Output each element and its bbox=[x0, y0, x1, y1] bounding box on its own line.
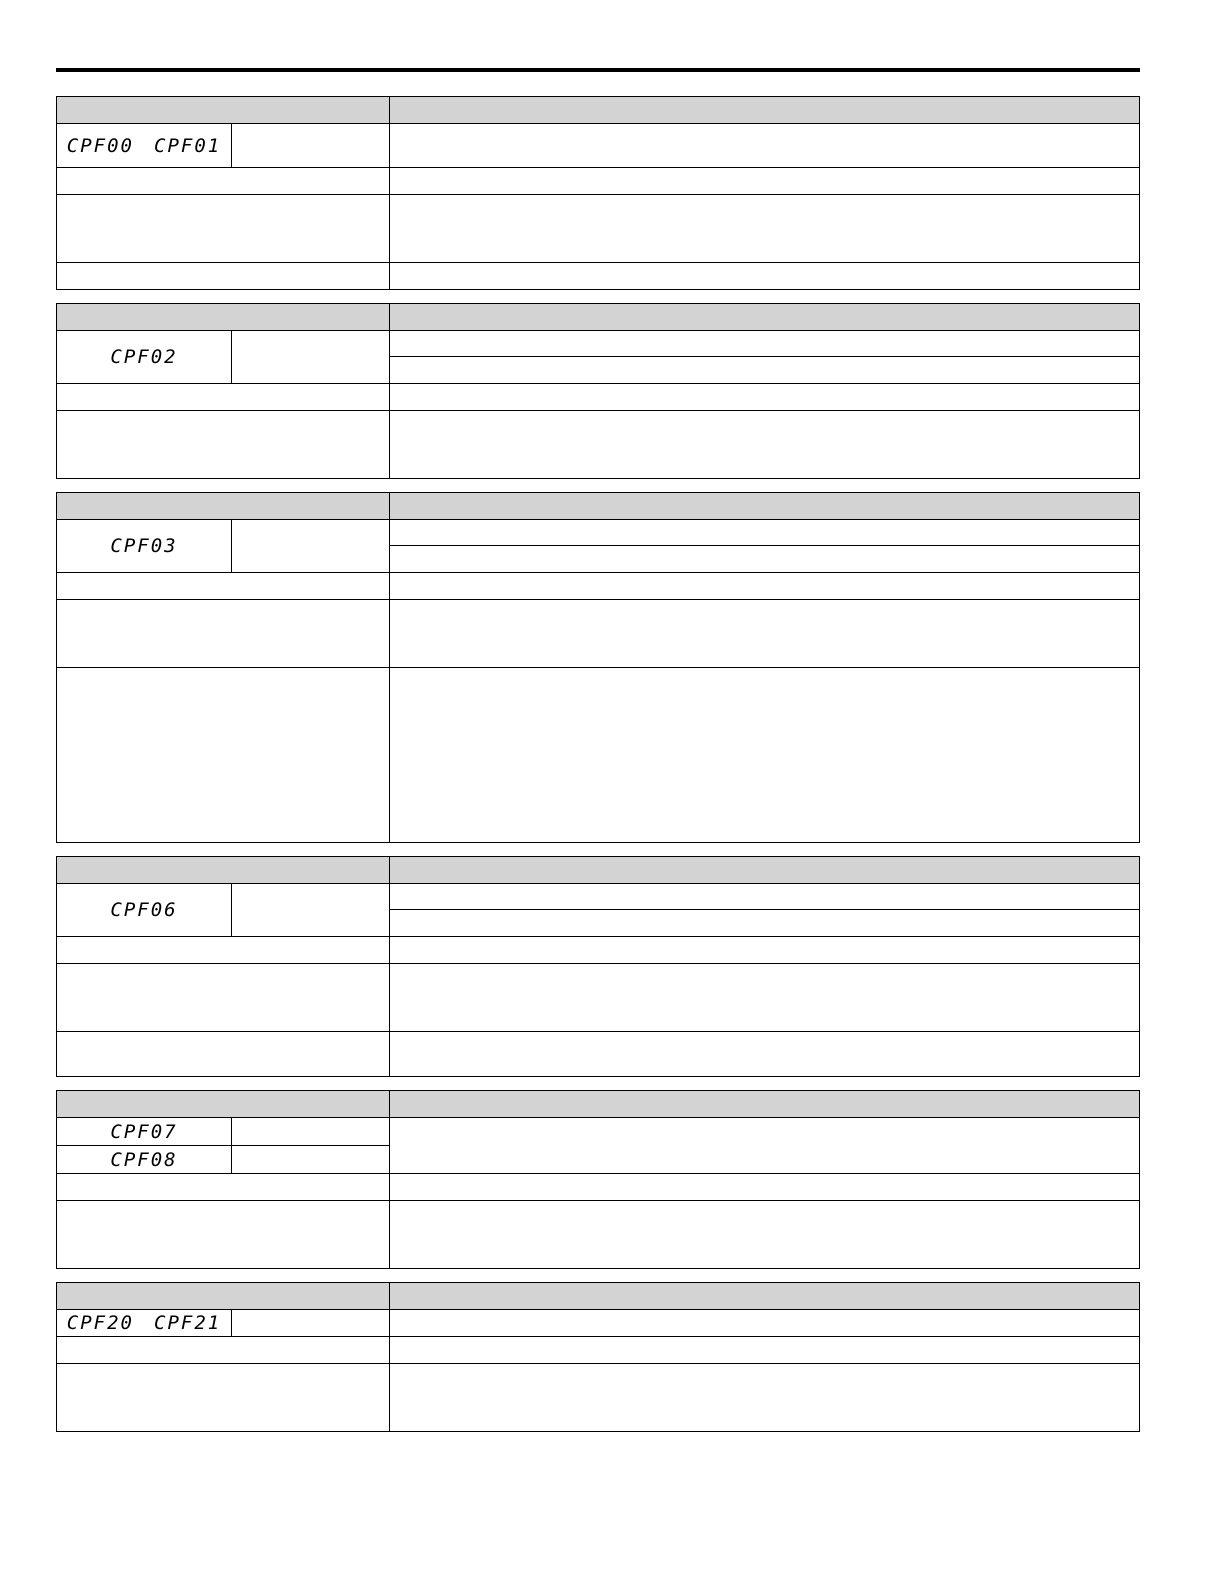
fault-code-display: CPF07 bbox=[57, 1118, 232, 1146]
fault-code-display: CPF06 bbox=[57, 884, 232, 937]
fault-code-display: CPF00 CPF01 bbox=[57, 124, 232, 168]
top-rule bbox=[56, 68, 1140, 72]
fault-code-display: CPF20 CPF21 bbox=[57, 1310, 232, 1337]
fault-code-display: CPF03 bbox=[57, 520, 232, 573]
fault-table-5 bbox=[56, 1090, 1140, 1269]
fault-table-3 bbox=[56, 492, 1140, 843]
fault-table-2 bbox=[56, 303, 1140, 479]
fault-table-1 bbox=[56, 96, 1140, 290]
fault-table-4 bbox=[56, 856, 1140, 1077]
fault-table-6 bbox=[56, 1282, 1140, 1432]
fault-code-display: CPF08 bbox=[57, 1146, 232, 1174]
fault-code-display: CPF02 bbox=[57, 331, 232, 384]
